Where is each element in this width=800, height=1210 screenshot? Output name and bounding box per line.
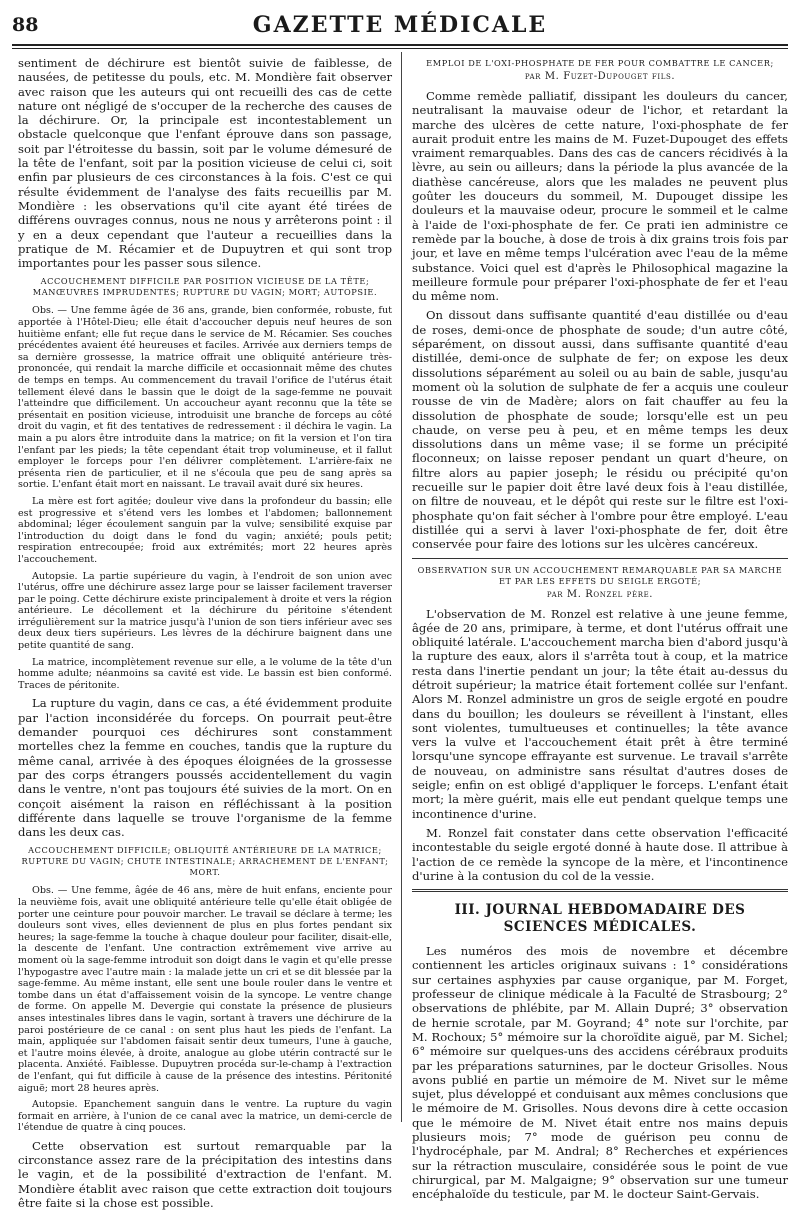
- autopsy-text: Autopsie. Epanchement sanguin dans le ventre. La rupture du vagin formait en arrière, à l'union de ce canal avec la matrice, un demi-cercle de l'étendue de quatre à cinq pouces.: [18, 1099, 392, 1134]
- paragraph: Comme remède palliatif, dissipant les douleurs du cancer, neutralisant la mauvaise odeur de l'ichor, et retardant la marche des ulcères de cette nature, l'oxi-phosphate de fer aurait produit entre les mains de M. Fuzet-Dupouget des effets vraiment remarquables. Dans des cas de cancers récidivés à la lèvre, au sein ou ailleurs; dans la période la plus avancée de la diathèse cancéreuse, alors que les malades ne peuvent plus goûter les douceurs du sommeil, M. Dupouget dissipe les douleurs et la mauvaise odeur, procure le sommeil et le calme à l'aide de l'oxi-phosphate de fer. Ce prati ien administre ce remède par la bouche, à dose de trois à dix grains trois fois par jour, et lave en même temps l'ulcération avec l'eau de la même substance. Voici quel est d'après le Philosophical magazine la meilleure formule pour préparer l'oxi-phosphate de fer et l'eau du même nom.: [412, 89, 788, 304]
- page-header: [12, 8, 788, 44]
- paragraph: L'observation de M. Ronzel est relative à une jeune femme, âgée de 20 ans, primipare, à terme, et dont l'utérus offrait une obliquité latérale. L'accouchement marcha bien d'abord jusqu'à la rupture des eaux, alors il s'arrêta tout à coup, et la matrice resta dans l'inertie pendant un jour; la tête était au-dessus du détroit supérieur; la matrice était fortement collée sur l'enfant. Alors M. Ronzel administre un gros de seigle ergoté en poudre dans du bouillon; les douleurs se réveillent à l'instant, elles sont violentes, tumultueuses et continuelles; la tête avance vers la vulve et l'accouchement était prêt à être terminé lorsqu'une syncope effrayante est survenue. Le travail s'arrête de nouveau, on administre sans résultat d'autres doses de seigle; enfin on est obligé d'appliquer le forceps. L'enfant était mort; la mère guérit, mais elle eut pendant quelque temps une incontinence d'urine.: [412, 606, 788, 821]
- article-author: par M. Fuzet-Dupouget fils.: [524, 71, 676, 82]
- autopsy-text: Autopsie. La partie supérieure du vagin, à l'endroit de son union avec l'utérus, offre une déchirure assez large pour se laisser facilement traverser par le poing. Cette déchirure existe principalement à droite et vers la région antérieure. Le décollement et la déchirure du péritoine s'étendent irrégulièrement sur la matrice jusqu'à l'union de son tiers inférieur avec ses deux deux tiers supérieurs. Les lèvres de la déchirure baignent dans une petite quantité de sang.: [18, 570, 392, 652]
- header-rule: [12, 44, 788, 46]
- paragraph: sentiment de déchirure est bientôt suivie de faiblesse, de nausées, de petitesse du pouls, etc. M. Mondière fait observer avec raison que les auteurs qui ont recueilli des cas de cette nature ont négligé de s'occuper de la recherche des causes de la déchirure. Or, la principale est incontestablement un obstacle quelconque que l'enfant éprouve dans son passage, soit par l'étroitesse du bassin, soit par le volume démesuré de la tête de l'enfant, soit par la position vicieuse de celui ci, soit enfin par plusieurs de ces circonstances à la fois. C'est ce qui résulte évidemment de l'analyse des faits recueillis par M. Mondière : les observations qu'il cite ayant été tirées de différens ouvrages connus, nous ne nous y arrêterons point : il y en a deux cependant que l'auteur a recueillies dans la pratique de M. Récamier et de Dupuytren et qui sont trop importantes pour les passer sous silence.: [18, 56, 392, 271]
- paragraph: Cette observation est surtout remarquable par la circonstance assez rare de la précipitation des intestins dans le vagin, et de la possibilité d'extraction de l'enfant. M. Mondière établit avec raison que cette extraction doit toujours être faite si la chose est possible.: [18, 1138, 392, 1210]
- article-heading: OBSERVATION SUR UN ACCOUCHEMENT REMARQUABLE PAR SA MARCHE ET PAR LES EFFETS DU SEIGLE ERGOTÉ;: [417, 564, 783, 586]
- left-column: [18, 56, 392, 1210]
- observation-text: La mère est fort agitée; douleur vive dans la profondeur du bassin; elle est progressive et s'étend vers les lombes et l'abdomen; ballonnement abdominal; léger écoulement sanguin par la vulve; sensibilité exquise par l'introduction du doigt dans le fond du vagin; anxiété; pouls petit; respiration entrecoupée; froid aux extrémités; mort 22 heures après l'accouchement.: [18, 495, 392, 565]
- paragraph: On dissout dans suffisante quantité d'eau distillée ou d'eau de roses, demi-once de phosphate de soude; d'un autre côté, séparément, on dissout aussi, dans suffisante quantité d'eau distillée, demi-once de sulphate de fer; on expose les deux dissolutions séparément au soleil ou au bain de sable, jusqu'au moment où la solution de sulphate de fer a acquis une couleur rousse de vin de Madère; alors on fait chauffer au feu la dissolution de phosphate de soude; lorsqu'elle est un peu chaude, on verse peu à peu, et en même temps les deux dissolutions dans un même vase; il se forme un précipité floconneux; on laisse reposer pendant un quart d'heure, on filtre alors au papier joseph; le résidu ou précipité qu'on recueille sur le papier doit être lavé deux fois à l'eau distillée, on filtre de nouveau, et le dépôt qui reste sur le filtre est l'oxi-phosphate qu'on fait sécher à l'ombre pour être employé. L'eau distillée qui a servi à laver l'oxi-phosphate de fer, doit être conservée pour faire des lotions sur les ulcères cancéreux.: [412, 308, 788, 552]
- page-number: 88: [12, 14, 39, 36]
- observation-text: Obs. — Une femme, âgée de 46 ans, mère de huit enfans, enciente pour la neuvième fois, avait une obliquité antérieure telle qu'elle était obligée de porter une ceinture pour pouvoir marcher. Le travail se déclare à terme; les douleurs sont vives, elles deviennent de plus en plus fortes pendant six heures; la sage-femme la touche à chaque douleur pour faciliter, disait-elle, la descente de l'enfant. Une contraction extrêmement vive arrive au moment où la sage-femme introduit son doigt dans le vagin et qu'elle presse l'hypogastre avec l'autre main : la malade jette un cri et se dit blessée par la sage-femme. Au même instant, elle sent une boule rouler dans le ventre et tombe dans un état d'affaissement voisin de la syncope. Le ventre change de forme. On appelle M. Devergie qui constate la présence de plusieurs anses intestinales libres dans le vagin, sortant à travers une déchirure de la paroi postérieure de ce canal : on sent plus haut les pieds de l'enfant. La main, appliquée sur l'abdomen faisait sentir deux tumeurs, l'une à gauche, et l'autre moins élevée, à droite, analogue au globe utérin contracté sur le placenta. Anxiété. Faiblesse. Dupuytren procéda sur-le-champ à l'extraction de l'enfant, qui fut difficile à cause de la présence des intestins. Péritonité aiguë; mort 28 heures après.: [18, 885, 392, 1094]
- section-divider: [412, 889, 788, 892]
- autopsy-text: La matrice, incomplètement revenue sur elle, a le volume de la tête d'un homme adulte; néanmoins sa cavité est vide. Le bassin est bien conformé. Traces de péritonite.: [18, 656, 392, 691]
- column-divider: [401, 52, 402, 1122]
- section-title: III. JOURNAL HEBDOMADAIRE DES SCIENCES MÉDICALES.: [454, 902, 746, 936]
- article-heading: EMPLOI DE L'OXI-PHOSPHATE DE FER POUR COMBATTRE LE CANCER;: [426, 58, 774, 68]
- observation-text: Obs. — Une femme âgée de 36 ans, grande, bien conformée, robuste, fut apportée à l'Hôtel-Dieu; elle était d'accoucher depuis neuf heures de son huitième enfant; elle fut reçue dans le service de M. Récamier. Ses couches précédentes avaient été heureuses et faciles. Arrivée aux derniers temps de sa dernière grossesse, la matrice offrait une obliquité antérieure très-prononcée, qui rendait la marche difficile et occasionnait même des chutes de temps en temps. Au commencement du travail l'orifice de l'utérus était tellement élevé dans le bassin que le doigt de la sage-femme ne pouvait l'atteindre que difficilement. Un accoucheur ayant reconnu que la tête se présentait en position vicieuse, introduisit une branche de forceps au côté droit du vagin, et fit des tentatives de redressement : il déchira le vagin. La main a pu alors être introduite dans la matrice; on fit la version et l'on tira l'enfant par les pieds; la tête cependant était trop volumineuse, et il fallut employer le forceps pour l'en délivrer complètement. L'arrière-faix ne présenta rien de particulier, et il ne s'écoula que peu de sang après sa sortie. L'enfant était mort en naissant. Le travail avait duré six heures.: [18, 305, 392, 491]
- paragraph: La rupture du vagin, dans ce cas, a été évidemment produite par l'action inconsidérée du forceps. On pourrait peut-être demander pourquoi ces déchirures sont constamment mortelles chez la femme en couches, tandis que la rupture du même canal, arrivée à des époques éloignées de la grossesse par des corps étrangers poussés accidentellement du vagin dans le ventre, n'ont pas toujours été suivies de la mort. On en conçoit aisément la raison en réfléchissant à la position différente dans laquelle se trouve l'organisme de la femme dans les deux cas.: [18, 696, 392, 840]
- article-author: par M. Ronzel père.: [546, 588, 654, 600]
- section-divider: [412, 558, 788, 559]
- article-heading: ACCOUCHEMENT DIFFICILE PAR POSITION VICIEUSE DE LA TÊTE; MANŒUVRES IMPRUDENTES; RUPTURE DU VAGIN; MORT; AUTOPSIE.: [32, 276, 378, 298]
- header-rule-thin: [12, 48, 788, 49]
- right-column: [412, 56, 788, 1202]
- paragraph: Les numéros des mois de novembre et décembre contiennent les articles originaux suivans : 1° considérations sur certaines asphyxies par cause organique, par M. Forget, professeur de clinique médicale à la Faculté de Strasbourg; 2° observations de phlébite, par M. Allain Dupré; 3° observation de hernie scrotale, par M. Goyrand; 4° note sur l'orchite, par M. Rochoux; 5° mémoire sur la choroïdite aiguë, par M. Sichel; 6° mémoire sur quelques-uns des accidens cérébraux produits par les préparations saturnines, par le docteur Grisolles. Nous avons publié en partie un mémoire de M. Nivet sur le même sujet, plus développé et conduisant aux mêmes conclusions que le mémoire de M. Grisolles. Nous devons dire à cette occasion que le mémoire de M. Nivet était entre nos mains depuis plusieurs mois; 7° mode de guérison peu connu de l'hydrocéphale, par M. Andral; 8° Recherches et expériences sur la rétraction musculaire, considérée sous le point de vue chirurgical, par M. Malgaigne; 9° observation sur une tumeur encéphaloïde du testicule, par M. le docteur Saint-Gervais.: [412, 944, 788, 1202]
- paragraph: M. Ronzel fait constater dans cette observation l'efficacité incontestable du seigle ergoté donné à haute dose. Il attribue à l'action de ce remède la syncope de la mère, et l'incontinence d'urine à la contusion du col de la vessie.: [412, 825, 788, 883]
- journal-title: GAZETTE MÉDICALE: [252, 12, 548, 38]
- article-heading: ACCOUCHEMENT DIFFICILE; OBLIQUITÉ ANTÉRIEURE DE LA MATRICE; RUPTURE DU VAGIN; CHUTE INTESTINALE; ARRACHEMENT DE L'ENFANT; MORT.: [21, 845, 389, 878]
